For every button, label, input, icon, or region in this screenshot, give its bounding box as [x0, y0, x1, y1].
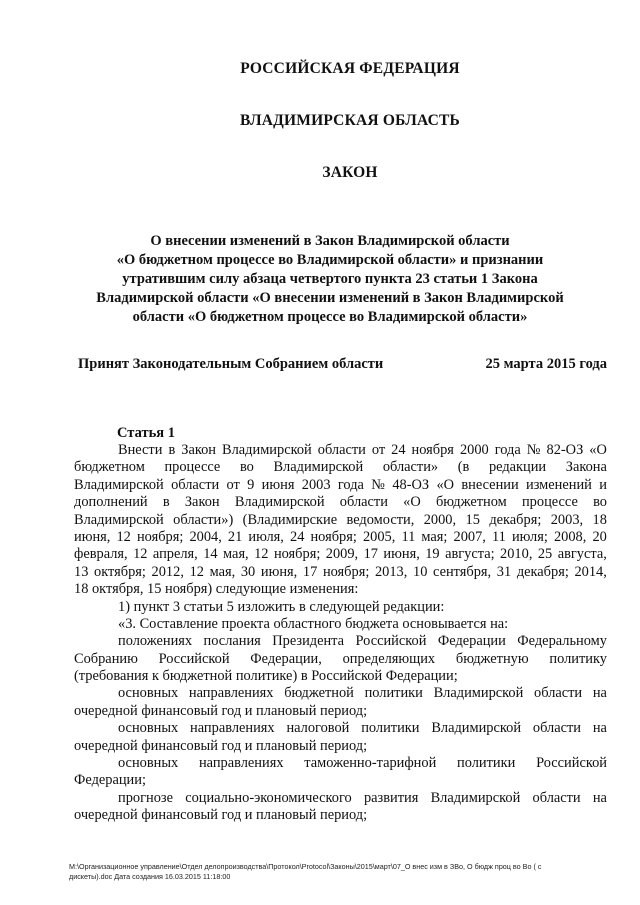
- article-word: 25: [537, 546, 553, 563]
- file-path-footer: [69, 862, 609, 881]
- article-word: процессе: [164, 459, 221, 476]
- article-word: Федерации: [437, 633, 506, 650]
- article-word: основных: [118, 755, 179, 772]
- article-line: [74, 581, 607, 598]
- article-word: Владимирской: [234, 494, 325, 511]
- article-word: июня: [261, 476, 295, 493]
- article-word: направлениях: [198, 755, 284, 772]
- article-word: 13: [74, 563, 89, 580]
- article-line: [74, 599, 607, 616]
- article-word: ноября;: [322, 563, 370, 580]
- article-word: 30: [240, 563, 256, 580]
- article-word: 82-ОЗ: [546, 442, 584, 458]
- article-word: 2012,: [151, 563, 184, 580]
- article-word: 12: [116, 528, 131, 545]
- law-title-line: Владимирской области «О внесении изменений в Закон Владимирской: [96, 290, 564, 306]
- article-line: [74, 651, 607, 668]
- article-line: [74, 790, 607, 807]
- article-word: Закон: [184, 494, 220, 511]
- article-word: 15: [465, 511, 480, 528]
- article-word: мая;: [421, 528, 448, 545]
- article-word: Владимирской: [273, 459, 364, 476]
- law-title: [70, 232, 590, 327]
- article-word: направлениях: [188, 685, 274, 702]
- law-title-line: утратившим силу абзаца четвертого пункта 23 статьи 1 Закона: [122, 271, 538, 287]
- article-word: 11: [492, 528, 506, 545]
- article-line: [74, 494, 607, 511]
- article-word: Федерации,: [250, 650, 322, 667]
- article-line: [74, 564, 607, 581]
- article-word: 2008,: [553, 528, 587, 545]
- article-word: основных: [118, 685, 179, 702]
- article-word: очередной финансовый год и плановый период;: [74, 807, 368, 824]
- article-word: области»: [382, 459, 439, 476]
- article-word: мая,: [223, 546, 249, 563]
- article-word: февраля,: [74, 546, 128, 563]
- article-word: 2000: [459, 442, 489, 458]
- article-word: Закон: [181, 442, 216, 458]
- article-word: (требования к бюджетной политике) в Российской Федерации;: [74, 668, 458, 685]
- article-word: области: [532, 720, 581, 737]
- article-word: бюджетной: [284, 685, 354, 702]
- article-word: июня,: [383, 546, 420, 563]
- footer-path-line: M:\Организационное управление\Отдел делопроизводства\Протокол\Protocol\Законы\2015\март\07_О внес изм в ЗВо, О бюдж проц во Во ( с: [69, 862, 542, 871]
- article-word: Владимирской: [430, 789, 521, 806]
- article-word: 48-ОЗ: [392, 476, 430, 493]
- article-word: «О: [436, 476, 455, 493]
- article-word: направлениях: [190, 720, 275, 737]
- article-word: политику: [549, 650, 607, 667]
- article-title: Статья 1: [117, 425, 175, 441]
- article-word: во: [593, 494, 607, 511]
- article-word: апреля,: [152, 546, 198, 563]
- article-word: 2003: [301, 476, 331, 493]
- article-word: очередной финансовый год и плановый период;: [74, 737, 368, 754]
- article-word: бюджетном: [74, 459, 145, 476]
- article-word: Закона: [565, 459, 607, 476]
- article-line: [74, 755, 607, 772]
- article-word: Собранию: [74, 650, 138, 667]
- article-word: 11: [401, 528, 416, 545]
- article-word: налоговой: [286, 720, 350, 737]
- article-word: положениях: [118, 633, 193, 650]
- article-word: политики: [457, 755, 516, 772]
- adopted-date: 25 марта 2015 года: [485, 356, 607, 372]
- article-word: социально-экономического: [185, 789, 352, 806]
- article-word: Федеральному: [517, 633, 607, 650]
- article-word: бюджетную: [455, 650, 529, 667]
- article-word: прогнозе: [118, 789, 173, 806]
- article-line: [74, 668, 607, 685]
- article-word: 10: [413, 563, 428, 580]
- article-line: [74, 477, 607, 494]
- article-word: 31: [496, 563, 512, 580]
- article-word: редакции: [488, 459, 547, 476]
- article-word: Российской: [158, 650, 230, 667]
- article-word: июня,: [260, 563, 298, 580]
- law-title-line: области «О бюджетном процессе во Владимирской области»: [132, 309, 528, 325]
- article-line: [74, 703, 607, 720]
- article-word: 2000,: [423, 511, 457, 528]
- article-word: 17: [302, 563, 318, 580]
- article-word: Российской: [536, 755, 607, 772]
- article-word: 2014,: [574, 563, 607, 580]
- region-heading: ВЛАДИМИРСКАЯ ОБЛАСТЬ: [240, 112, 460, 129]
- article-word: от: [226, 476, 240, 493]
- article-word: послания: [203, 633, 261, 650]
- article-word: Владимирской: [74, 476, 164, 493]
- article-word: на: [592, 685, 607, 702]
- article-word: Владимирской: [431, 720, 522, 737]
- article-word: 17: [363, 546, 378, 563]
- article-word: и: [599, 476, 607, 493]
- article-line: [74, 807, 607, 824]
- article-word: 14: [203, 546, 218, 563]
- article-line: [74, 633, 607, 650]
- law-title-line: «О бюджетном процессе во Владимирской области» и признании: [116, 252, 544, 268]
- article-word: изменений: [526, 476, 592, 493]
- article-word: дополнений: [74, 494, 148, 511]
- article-word: области: [317, 442, 366, 458]
- article-word: года: [494, 442, 521, 458]
- article-word: 18: [592, 511, 607, 528]
- article-line: [74, 720, 607, 737]
- article-word: 19: [425, 546, 440, 563]
- article-word: 24: [290, 528, 305, 545]
- article-word: Внести: [118, 442, 163, 458]
- article-word: (Владимирские: [242, 511, 338, 528]
- article-word: 18 октября, 15 ноября) следующие изменения:: [74, 581, 359, 598]
- article-word: области»): [173, 511, 234, 528]
- article-word: в: [162, 494, 170, 511]
- article-word: «О: [589, 442, 607, 458]
- article-line: [74, 442, 607, 459]
- article-line: [74, 738, 607, 755]
- article-word: августа;: [445, 546, 495, 563]
- article-word: бюджетном: [435, 494, 507, 511]
- article-line: [74, 459, 607, 476]
- article-word: ноября: [411, 442, 454, 458]
- article-line: [74, 529, 607, 546]
- article-word: развития: [363, 789, 419, 806]
- article-line: [74, 512, 607, 529]
- article-word: области: [171, 476, 220, 493]
- article-word: 9: [247, 476, 255, 493]
- article-word: политики: [361, 720, 420, 737]
- article-word: 2005,: [362, 528, 396, 545]
- article-word: таможенно-тарифной: [304, 755, 437, 772]
- article-word: ноября;: [310, 528, 357, 545]
- article-word: основных: [118, 720, 179, 737]
- article-word: «3. Составление проекта областного бюджета основывается на:: [118, 615, 509, 632]
- article-word: политики: [364, 685, 423, 702]
- article-word: 2003,: [550, 511, 584, 528]
- article-word: 24: [391, 442, 406, 458]
- article-word: области: [339, 494, 388, 511]
- article-word: очередной финансовый год и плановый период;: [74, 702, 368, 719]
- article-line: [74, 685, 607, 702]
- article-line: [74, 546, 607, 563]
- article-word: июля;: [511, 528, 548, 545]
- article-word: 20: [592, 528, 607, 545]
- article-line: [74, 772, 607, 789]
- article-word: года: [337, 476, 364, 493]
- article-word: №: [371, 476, 385, 493]
- article-word: ноября;: [136, 528, 184, 545]
- article-word: ноября;: [273, 546, 321, 563]
- article-word: №: [526, 442, 541, 458]
- article-word: 1) пункт 3 статьи 5 изложить в следующей редакции:: [118, 598, 445, 615]
- article-word: декабря;: [489, 511, 542, 528]
- article-word: 12: [189, 563, 204, 580]
- article-word: Федерации;: [74, 772, 146, 789]
- article-word: 2009,: [325, 546, 359, 563]
- article-word: 2013,: [374, 563, 408, 580]
- article-word: во: [239, 459, 254, 476]
- article-word: определяющих: [342, 650, 436, 667]
- article-word: процессе: [521, 494, 578, 511]
- footer-date-line: дискеты).doc Дата создания 16.03.2015 11:18:00: [69, 871, 231, 881]
- article-word: 12: [254, 546, 269, 563]
- country-heading: РОССИЙСКАЯ ФЕДЕРАЦИЯ: [240, 60, 460, 77]
- article-word: августа,: [557, 546, 607, 563]
- article-word: 2007,: [453, 528, 486, 545]
- article-body: [74, 442, 607, 825]
- doc-type-heading: ЗАКОН: [322, 164, 378, 181]
- article-word: 2010,: [500, 546, 533, 563]
- article-word: на: [592, 789, 607, 806]
- article-word: области: [532, 789, 581, 806]
- article-word: от: [371, 442, 386, 458]
- article-word: июля,: [248, 528, 284, 545]
- adopted-by: Принят Законодательным Собранием области: [78, 356, 384, 372]
- article-line: [74, 616, 607, 633]
- article-word: декабря;: [516, 563, 569, 580]
- article-word: 21: [227, 528, 243, 545]
- article-word: области: [534, 685, 583, 702]
- article-word: сентября,: [433, 563, 492, 580]
- article-word: мая,: [209, 563, 236, 580]
- article-word: октября;: [94, 563, 146, 580]
- article-word: «О: [403, 494, 421, 511]
- article-word: Президента: [272, 633, 345, 650]
- article-word: ведомости,: [346, 511, 415, 528]
- article-word: июня,: [74, 528, 111, 545]
- article-word: Владимирской: [222, 442, 312, 458]
- article-word: на: [592, 720, 607, 737]
- law-title-line: О внесении изменений в Закон Владимирской области: [150, 233, 510, 249]
- article-word: внесении: [461, 476, 519, 493]
- article-word: 12: [133, 546, 148, 563]
- article-word: Российской: [355, 633, 427, 650]
- article-word: в: [168, 442, 176, 458]
- article-word: Владимирской: [433, 685, 524, 702]
- article-word: 2004,: [189, 528, 222, 545]
- article-word: (в: [457, 459, 470, 476]
- article-word: Владимирской: [74, 511, 164, 528]
